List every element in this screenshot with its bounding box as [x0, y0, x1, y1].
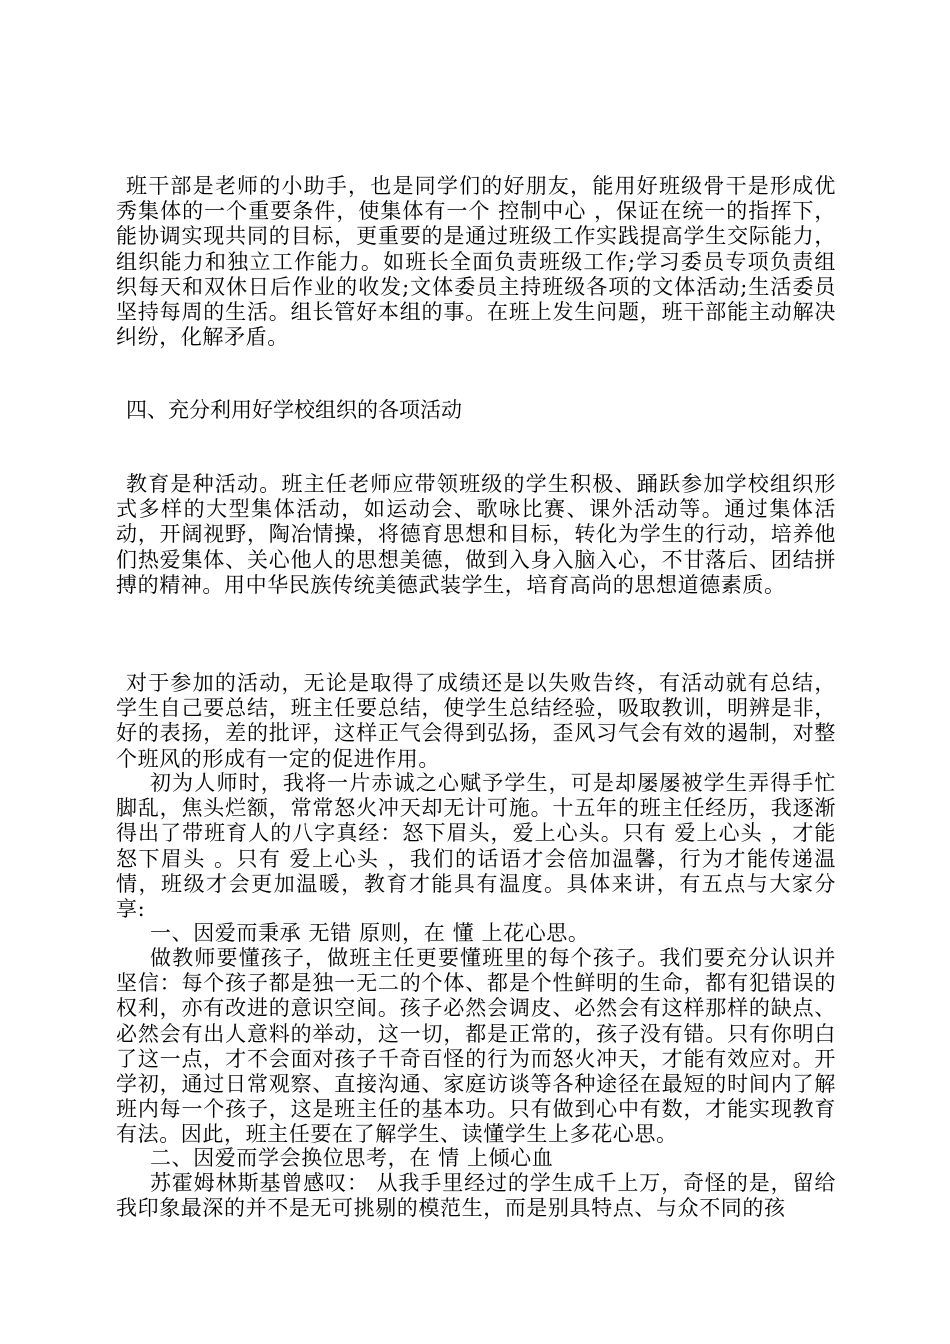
- paragraph-first-teacher: 初为人师时，我将一片赤诚之心赋予学生，可是却屡屡被学生弄得手忙脚乱，焦头烂额，常常怒火冲天却无计可施。十五年的班主任经历，我逐渐得出了带班育人的八字真经：怒下眉头，爱上心头。只有 爱上心头 ，才能 怒下眉头 。只有 爱上心头 ，我们的话语才会倍加温馨，行为才能传递温情，班级才会更加温暖，教育才能具有温度。具体来讲，有五点与大家分享:: [116, 771, 836, 922]
- section-heading-four: 四、充分利用好学校组织的各项活动: [126, 398, 462, 422]
- paragraph-class-cadres: 班干部是老师的小助手，也是同学们的好朋友，能用好班级骨干是形成优秀集体的一个重要条件，使集体有一个 控制中心 ，保证在统一的指挥下，能协调实现共同的目标，更重要的是通过班级工作实践提高学生交际能力，组织能力和独立工作能力。如班长全面负责班级工作;学习委员专项负责组织每天和双休日后作业的收发;文体委员主持班级各项的文体活动;生活委员坚持每周的生活。组长管好本组的事。在班上发生问题，班干部能主动解决纠纷，化解矛盾。: [116, 174, 836, 350]
- paragraph-understand-children: 做教师要懂孩子，做班主任更要懂班里的每个孩子。我们要充分认识并坚信：每个孩子都是独一无二的个体、都是个性鲜明的生命，都有犯错误的权利，亦有改进的意识空间。孩子必然会调皮、必然会有这样那样的缺点、必然会有出人意料的举动，这一切，都是正常的，孩子没有错。只有你明白了这一点，才不会面对孩子千奇百怪的行为而怒火冲天，才能有效应对。开学初，通过日常观察、直接沟通、家庭访谈等各种途径在最短的时间内了解班内每一个孩子，这是班主任的基本功。只有做到心中有数，才能实现教育有法。因此，班主任要在了解学生、读懂学生上多花心思。: [116, 946, 836, 1147]
- paragraph-sukhomlinsky: 苏霍姆林斯基曾感叹： 从我手里经过的学生成千上万，奇怪的是，留给我印象最深的并不是无可挑剔的模范生，而是别具特点、与众不同的孩: [116, 1171, 836, 1221]
- paragraph-activity-summary: 对于参加的活动，无论是取得了成绩还是以失败告终，有活动就有总结，学生自己要总结，班主任要总结，使学生总结经验，吸取教训，明辨是非，好的表扬，差的批评，这样正气会得到弘扬，歪风习气会有效的遏制，对整个班风的形成有一定的促进作用。: [116, 671, 836, 771]
- paragraph-education-activities: 教育是种活动。班主任老师应带领班级的学生积极、踊跃参加学校组织形式多样的大型集体活动，如运动会、歌咏比赛、课外活动等。通过集体活动，开阔视野，陶冶情操，将德育思想和目标，转化为学生的行动，培养他们热爱集体、关心他人的思想美德，做到入身入脑入心，不甘落后、团结拼搏的精神。用中华民族传统美德武装学生，培育高尚的思想道德素质。: [116, 472, 836, 597]
- subheading-two: 二、因爱而学会换位思考，在 情 上倾心血: [150, 1146, 554, 1170]
- subheading-one: 一、因爱而秉承 无错 原则，在 懂 上花心思。: [150, 921, 590, 945]
